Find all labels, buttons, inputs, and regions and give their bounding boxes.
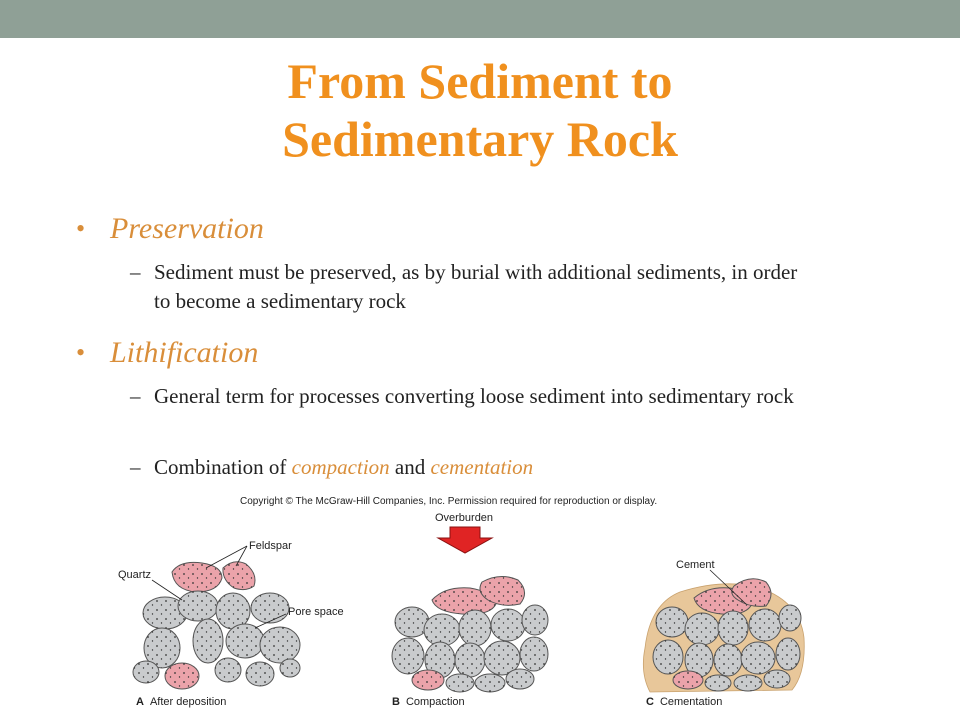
grain-quartz xyxy=(133,661,159,683)
term-cementation: cementation xyxy=(430,455,534,479)
grain-quartz xyxy=(260,627,300,663)
sub-bullet-lithification-definition xyxy=(130,382,810,411)
grain-quartz xyxy=(424,614,460,646)
grain-feldspar xyxy=(165,663,199,689)
grain-quartz xyxy=(251,593,289,623)
panel-a-grains xyxy=(133,562,300,689)
grain-feldspar xyxy=(223,562,255,590)
grain-quartz xyxy=(705,675,731,691)
panel-b-grains xyxy=(392,576,548,692)
grain-quartz xyxy=(656,607,688,637)
top-bar xyxy=(0,0,960,38)
grain-quartz xyxy=(764,670,790,688)
grain-feldspar xyxy=(412,670,444,690)
title-line-1: From Sediment to xyxy=(287,53,673,109)
grain-feldspar xyxy=(673,671,703,689)
grain-quartz xyxy=(653,640,683,674)
grain-quartz xyxy=(392,638,424,674)
grain-quartz xyxy=(280,659,300,677)
panel-c-caption-text: Cementation xyxy=(659,696,723,708)
grain-quartz xyxy=(491,609,525,641)
panel-b-caption-text: Compaction xyxy=(405,696,465,708)
grain-quartz xyxy=(714,644,742,676)
overburden-arrow-icon xyxy=(438,527,492,553)
slide-title xyxy=(0,52,960,168)
grain-quartz xyxy=(718,611,748,645)
grain-quartz xyxy=(506,669,534,689)
grain-quartz xyxy=(741,642,775,674)
sub-dash: – xyxy=(130,260,141,284)
label-feldspar: Feldspar xyxy=(249,540,292,552)
grain-quartz xyxy=(178,591,218,621)
figure-copyright: Copyright © The McGraw-Hill Companies, Inc. Permission required for reproduction or display. xyxy=(240,496,658,507)
sub-dash: – xyxy=(130,384,141,408)
sub-dash: – xyxy=(130,455,141,479)
panel-a-caption xyxy=(136,696,226,708)
grain-quartz xyxy=(749,609,781,641)
panel-a-caption-text: After deposition xyxy=(149,696,227,708)
sub-text: General term for processes converting loose sediment into sedimentary rock xyxy=(154,384,794,408)
panel-b-caption xyxy=(392,696,465,708)
bullet-dot: • xyxy=(76,338,86,367)
term-compaction: compaction xyxy=(291,455,390,479)
bullet-dot: • xyxy=(76,214,86,243)
sub-bullet-combination xyxy=(130,453,810,482)
grain-quartz xyxy=(459,610,491,646)
label-pore-space: Pore space xyxy=(288,606,344,618)
grain-quartz xyxy=(475,674,505,692)
grain-quartz xyxy=(522,605,548,635)
bullet-heading: Preservation xyxy=(110,212,264,245)
grain-quartz xyxy=(226,624,264,658)
panel-b-letter: B xyxy=(392,696,400,708)
combination-prefix: Combination of xyxy=(154,455,292,479)
title-line-2: Sedimentary Rock xyxy=(282,111,678,167)
bullet-heading: Lithification xyxy=(110,336,259,369)
panel-a-letter: A xyxy=(136,696,144,708)
grain-quartz xyxy=(455,643,485,677)
grain-feldspar xyxy=(172,562,222,592)
panel-c-caption xyxy=(646,696,722,708)
grain-quartz xyxy=(246,662,274,686)
grain-quartz xyxy=(193,619,223,663)
combination-middle: and xyxy=(389,455,431,479)
sub-text xyxy=(130,453,810,482)
grain-quartz xyxy=(734,675,762,691)
label-cement: Cement xyxy=(676,559,715,571)
panel-c-letter: C xyxy=(646,696,654,708)
grain-quartz xyxy=(215,658,241,682)
grain-quartz xyxy=(776,638,800,670)
lithification-figure xyxy=(110,508,830,720)
label-quartz: Quartz xyxy=(118,569,152,581)
sub-bullet-preservation xyxy=(130,258,810,316)
sub-text: Sediment must be preserved, as by burial with additional sediments, in order to become a sedimentary rock xyxy=(154,260,798,313)
grain-quartz xyxy=(779,605,801,631)
overburden-label: Overburden xyxy=(434,512,494,524)
grain-quartz xyxy=(685,613,719,645)
grain-quartz xyxy=(446,674,474,692)
grain-quartz xyxy=(520,637,548,671)
